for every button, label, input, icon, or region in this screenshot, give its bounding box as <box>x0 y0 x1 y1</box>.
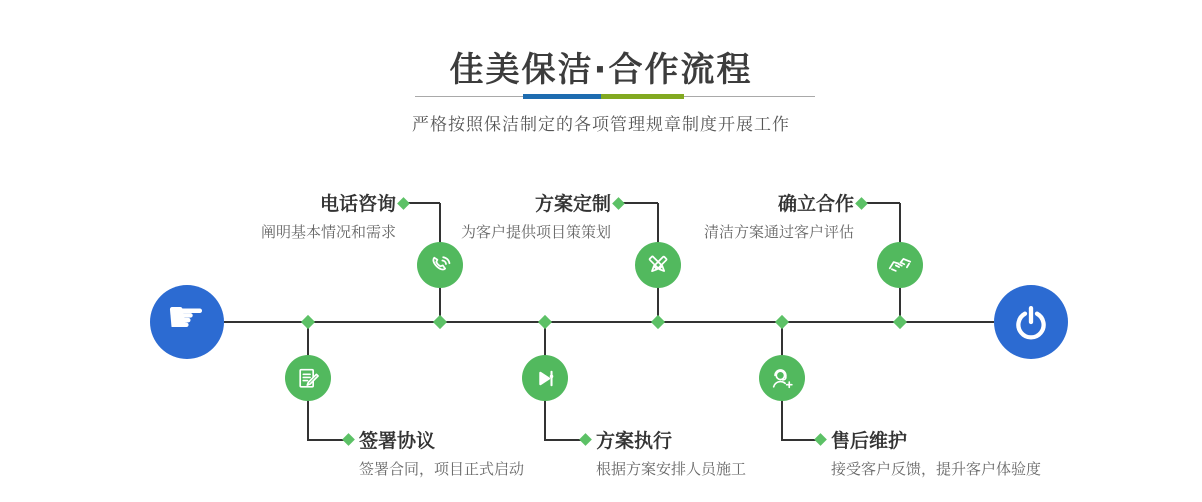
crossed-pencils-icon <box>644 251 672 279</box>
label-pointer-diamond <box>397 197 410 210</box>
timeline-junction-diamond <box>651 315 665 329</box>
step-label-phone-consult <box>200 189 396 242</box>
step-title: 签署协议 <box>359 430 436 452</box>
step-icon-node-play <box>522 355 568 401</box>
timeline-junction-diamond <box>538 315 552 329</box>
timeline-junction-diamond <box>301 315 315 329</box>
step-title: 电话咨询 <box>319 193 396 215</box>
step-desc: 阐明基本情况和需求 <box>260 223 396 241</box>
step-label-plan-custom <box>420 189 611 242</box>
timeline <box>224 321 994 323</box>
step-desc: 接受客户反馈，提升客户体验度 <box>831 460 1042 478</box>
step-label-establish-coop <box>660 189 854 242</box>
pointing-hand-icon: ☛ <box>166 292 206 343</box>
timeline-junction-diamond <box>775 315 789 329</box>
step-title: 方案定制 <box>534 193 611 215</box>
step-icon-node-document <box>285 355 331 401</box>
timeline-junction-diamond <box>433 315 447 329</box>
step-title: 确立合作 <box>777 193 854 215</box>
step-desc: 清洁方案通过客户评估 <box>703 223 854 241</box>
step-icon-node-phone <box>417 242 463 288</box>
step-label-aftersale <box>831 426 1041 479</box>
step-desc: 根据方案安排人员施工 <box>596 460 747 478</box>
label-pointer-diamond <box>814 433 827 446</box>
timeline-junction-diamond <box>893 315 907 329</box>
step-label-sign-agreement <box>359 426 524 479</box>
label-pointer-diamond <box>612 197 625 210</box>
label-pointer-diamond <box>579 433 592 446</box>
divider-green-segment <box>601 94 684 99</box>
step-icon-node-pencils <box>635 242 681 288</box>
start-node <box>150 285 224 359</box>
title-divider <box>415 94 815 100</box>
divider-blue-segment <box>523 94 601 99</box>
page-subtitle: 严格按照保洁制定的各项管理规章制度开展工作 <box>412 115 790 135</box>
document-pen-icon <box>295 365 322 392</box>
step-desc: 签署合同，项目正式启动 <box>359 460 525 478</box>
step-desc: 为客户提供项目策策划 <box>460 223 611 241</box>
end-node <box>994 285 1068 359</box>
label-pointer-diamond <box>855 197 868 210</box>
step-title: 售后维护 <box>831 430 908 452</box>
label-pointer-diamond <box>342 433 355 446</box>
step-label-plan-execute <box>596 426 746 479</box>
phone-icon <box>427 252 454 279</box>
play-icon <box>532 365 559 392</box>
step-title: 方案执行 <box>596 430 673 452</box>
page-title: 佳美保洁·合作流程 <box>449 50 753 90</box>
headset-icon <box>769 365 796 392</box>
step-icon-node-handshake <box>877 242 923 288</box>
handshake-icon <box>886 251 914 279</box>
power-icon <box>1011 302 1051 342</box>
step-icon-node-headset <box>759 355 805 401</box>
